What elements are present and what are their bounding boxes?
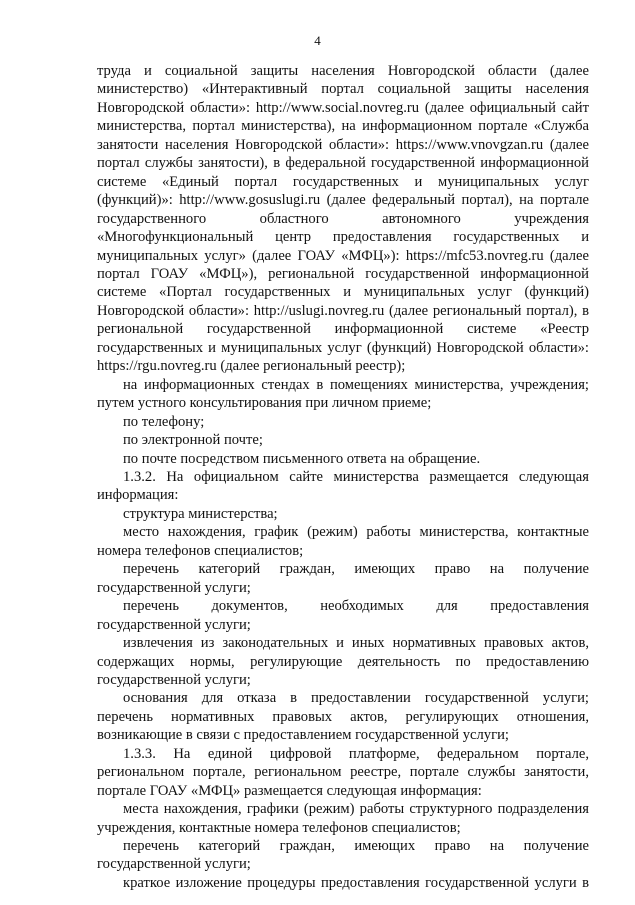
- text-line: государственной услуги;: [97, 671, 251, 688]
- text-line: министерства, портал министерства), на информационном портале «Служба: [97, 118, 589, 135]
- text-line: муниципальных услуг» (далее ГОАУ «МФЦ»): https://mfc53.novreg.ru (далее: [97, 247, 589, 264]
- text-line: портал ГОАУ «МФЦ»), региональной государственной информационной: [97, 265, 589, 282]
- text-line: государственной услуги;: [97, 856, 251, 873]
- body-text: [97, 62, 589, 892]
- text-line: министерство) «Интерактивный портал социальной защиты населения: [97, 81, 589, 98]
- text-line: государственной услуги;: [97, 579, 251, 596]
- text-line: путем устного консультирования при личном приеме;: [97, 395, 432, 412]
- text-line: региональной государственной информационной системе «Реестр: [97, 321, 589, 338]
- text-line: содержащих нормы, регулирующие деятельность по предоставлению: [97, 653, 589, 670]
- text-line: системе «Портал государственных и муниципальных услуг (функций): [97, 284, 589, 301]
- text-line: извлечения из законодательных и иных нормативных правовых актов,: [123, 635, 589, 652]
- text-line: 1.3.3. На единой цифровой платформе, федеральном портале,: [123, 745, 589, 762]
- text-line: места нахождения, графики (режим) работы структурного подразделения: [123, 801, 589, 818]
- text-line: «Многофункциональный центр предоставления государственных и: [97, 229, 589, 246]
- text-line: занятости населения Новгородской области»: https://www.vnovgzan.ru (далее: [97, 136, 589, 153]
- text-line: место нахождения, график (режим) работы министерства, контактные: [123, 524, 589, 541]
- text-line: (функций)»: http://www.gosuslugi.ru (далее федеральный портал), на портале: [97, 192, 589, 209]
- text-line: информация:: [97, 487, 179, 504]
- text-line: по телефону;: [123, 413, 205, 430]
- text-line: перечень нормативных правовых актов, регулирующих отношения,: [97, 708, 589, 725]
- text-line: государственного областного автономного учреждения: [97, 210, 589, 227]
- text-line: государственных и муниципальных услуг (функций) Новгородской области»:: [97, 339, 589, 356]
- text-line: по электронной почте;: [123, 432, 263, 449]
- text-line: перечень категорий граждан, имеющих право на получение: [123, 838, 589, 855]
- text-line: региональном портале, региональном реестре, портале службы занятости,: [97, 764, 589, 781]
- text-line: https://rgu.novreg.ru (далее региональный реестр);: [97, 358, 406, 375]
- page-number: 4: [314, 33, 321, 48]
- text-line: 1.3.2. На официальном сайте министерства размещается следующая: [123, 468, 589, 485]
- text-line: возникающие в связи с предоставлением государственной услуги;: [97, 727, 509, 744]
- text-line: портале ГОАУ «МФЦ» размещается следующая информация:: [97, 782, 482, 799]
- text-line: краткое изложение процедуры предоставления государственной услуги в: [123, 874, 589, 891]
- text-line: портал службы занятости), в федеральной государственной информационной: [97, 155, 589, 172]
- text-line: основания для отказа в предоставлении государственной услуги;: [123, 690, 589, 707]
- text-line: структура министерства;: [123, 505, 278, 522]
- text-line: государственной услуги;: [97, 616, 251, 633]
- text-line: по почте посредством письменного ответа на обращение.: [123, 450, 481, 467]
- text-line: перечень категорий граждан, имеющих право на получение: [123, 561, 589, 578]
- text-line: Новгородской области»: http://uslugi.novreg.ru (далее региональный портал), в: [97, 302, 589, 319]
- text-line: на информационных стендах в помещениях министерства, учреждения;: [123, 376, 589, 393]
- text-line: системе «Единый портал государственных и муниципальных услуг: [97, 173, 589, 190]
- text-line: перечень документов, необходимых для предоставления: [123, 598, 589, 615]
- text-line: номера телефонов специалистов;: [97, 542, 304, 559]
- text-line: Новгородской области»: http://www.social.novreg.ru (далее официальный сайт: [97, 99, 589, 116]
- text-line: учреждения, контактные номера телефонов специалистов;: [97, 819, 461, 836]
- text-line: труда и социальной защиты населения Новгородской области (далее: [97, 63, 589, 79]
